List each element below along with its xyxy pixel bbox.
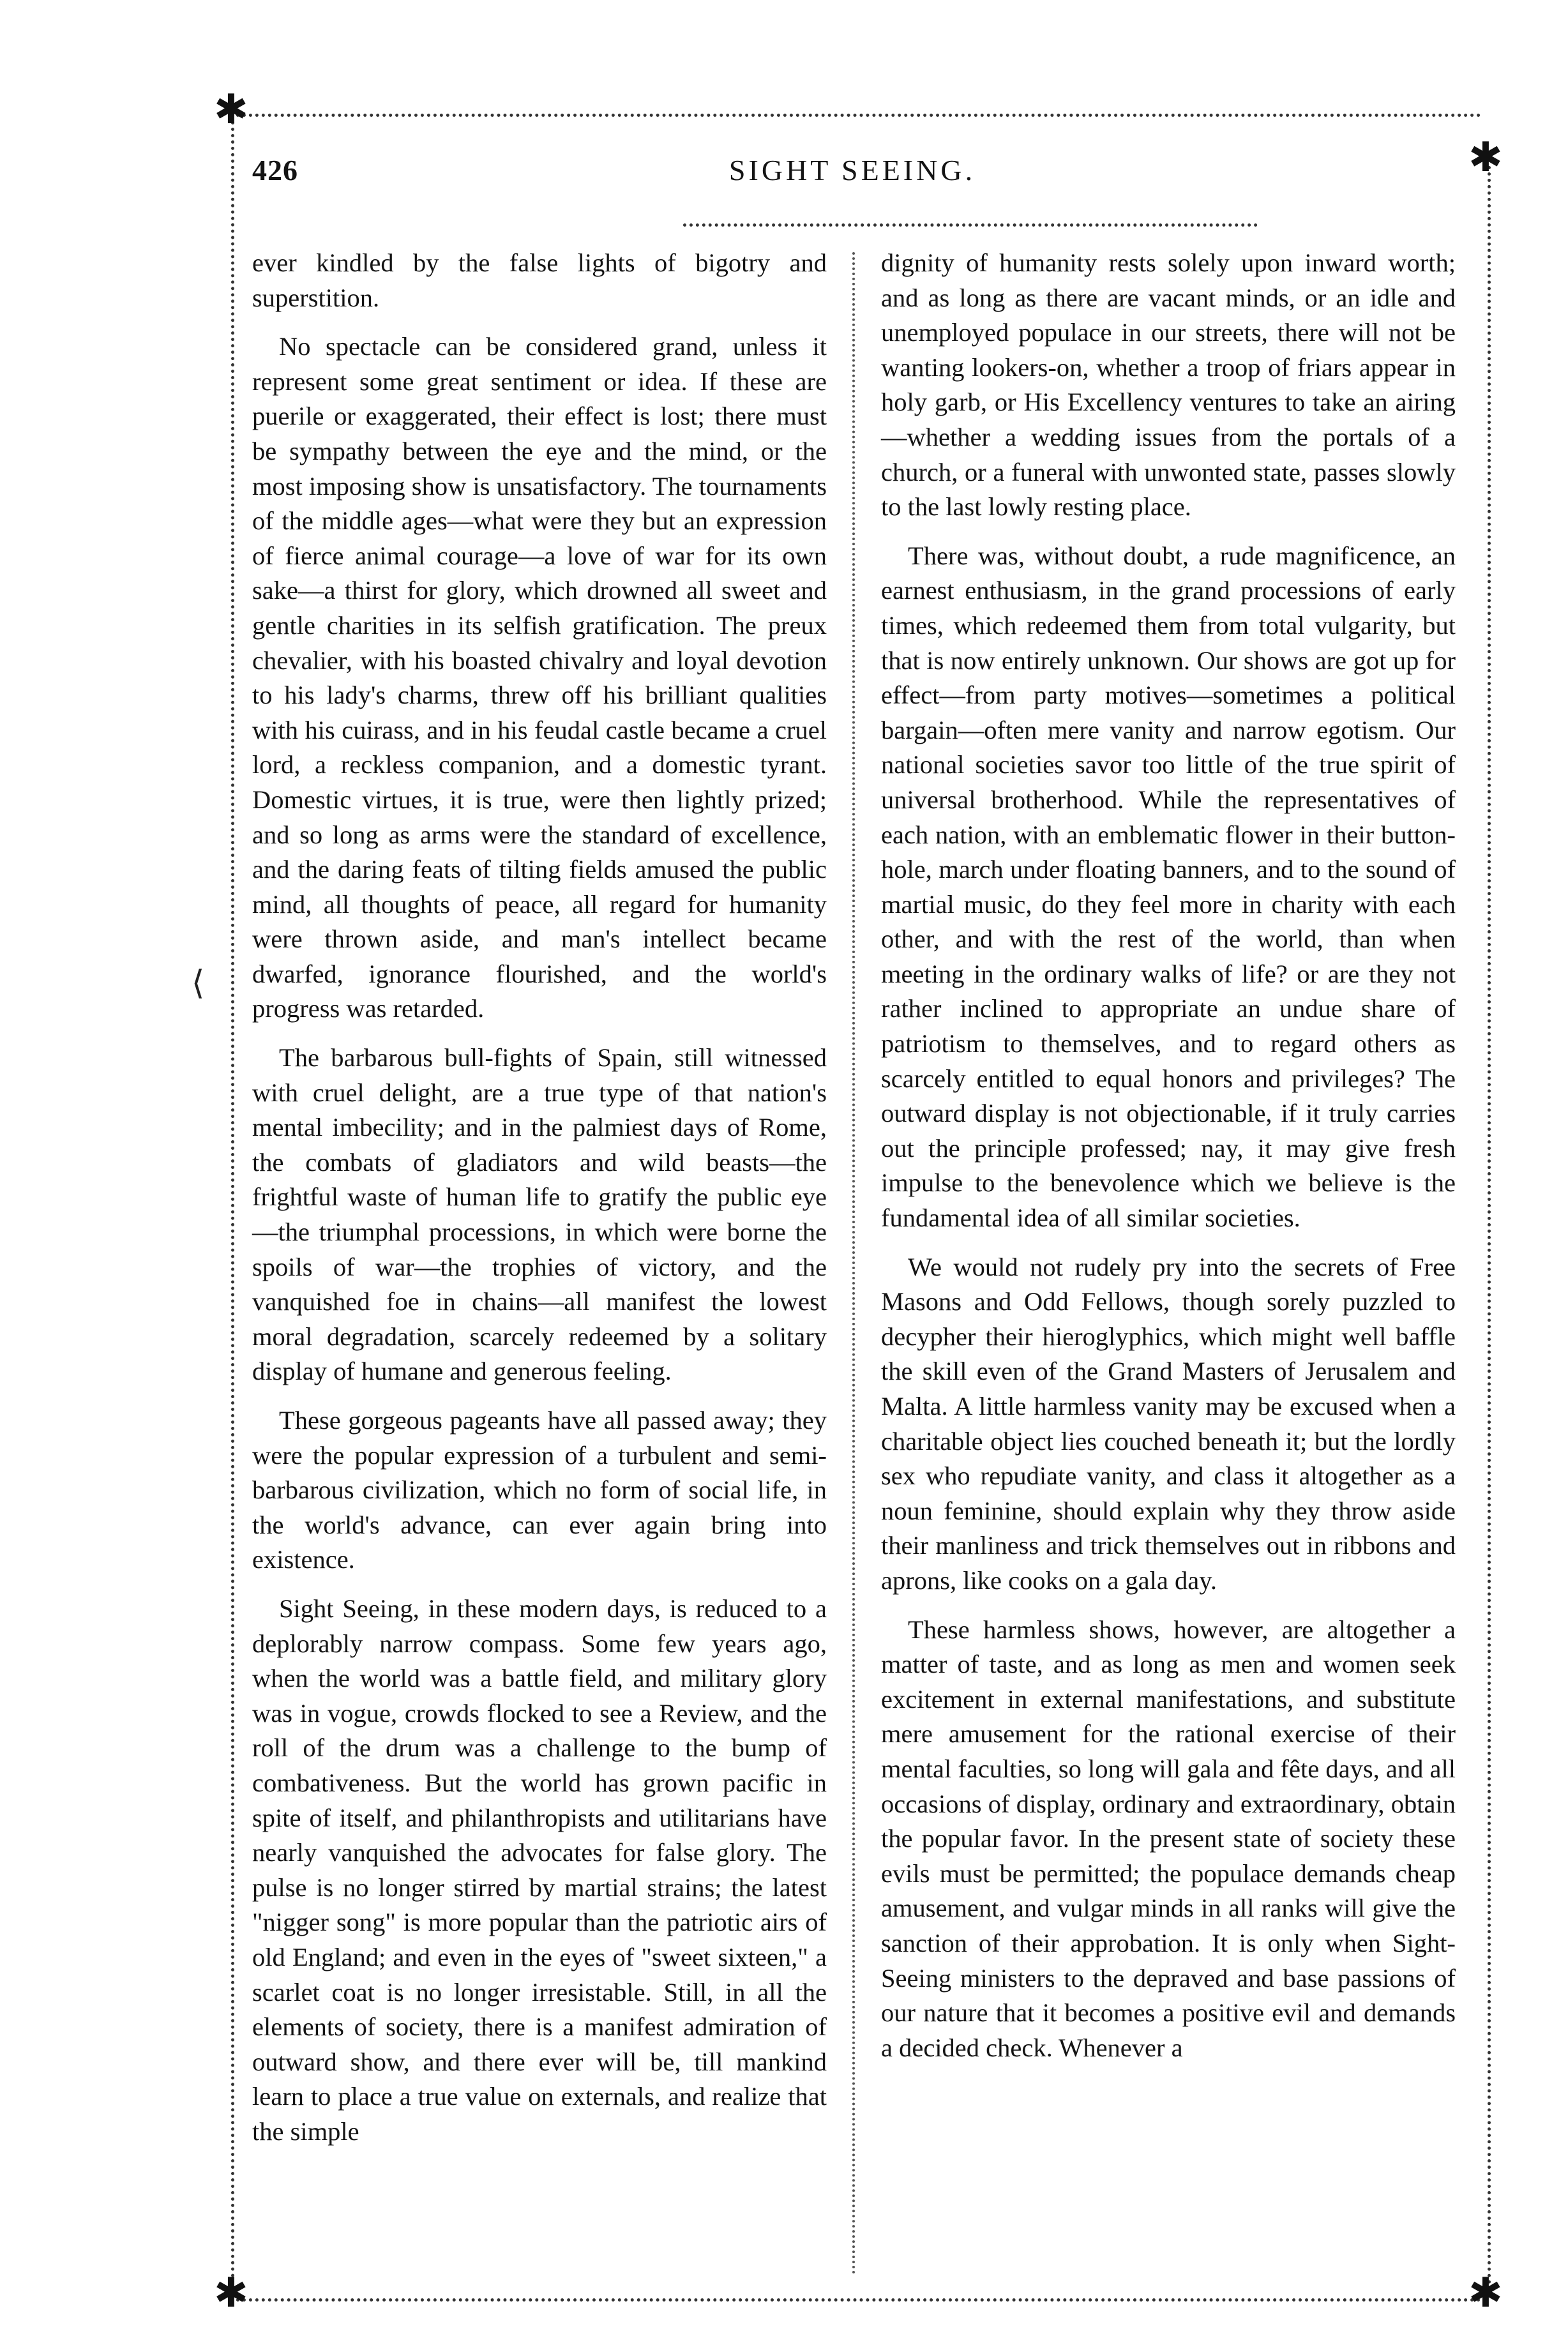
margin-mark-icon: ⟨ — [192, 964, 205, 1002]
right-border-rule — [1488, 166, 1491, 2292]
corner-ornament-icon: ✱ — [1468, 134, 1503, 181]
paragraph: dignity of humanity rests solely upon inward worth; and as long as there are vacant minds, or an idle and unemployed populace in our streets, there will not be wanting lookers-on, whether a troop of friars appear in holy garb, or His Excellency ventures to take an airing—whether a wedding issues from the portals of a church, or a funeral with unwonted state, passes slowly to the last lowly resting place. — [881, 248, 1456, 522]
left-border-rule — [231, 121, 234, 2292]
paragraph: These gorgeous pageants have all passed away; they were the popular expression of a turbulent and semi-barbarous civilization, which no form of social life, in the world's advance, can ever again bring into existence. — [252, 1406, 827, 1574]
top-border-rule — [230, 114, 1481, 117]
corner-ornament-icon: ✱ — [1468, 2270, 1503, 2317]
column-separator-rule — [852, 252, 855, 2276]
page-number: 426 — [252, 154, 298, 186]
paragraph: There was, without doubt, a rude magnificence, an earnest enthusiasm, in the grand processions of early times, which redeemed them from total vulgarity, but that is now entirely unknown. Our shows are got up for effect—from party motives—sometimes a political bargain—often mere vanity and narrow egotism. Our national societies savor too little of the true spirit of universal brotherhood. While the representatives of each nation, with an emblematic flower in their button-hole, march under floating banners, and to the sound of martial music, do they feel more in charity with each other, and with the rest of the world, than when meeting in the ordinary walks of life? or are they not rather inclined to appropriate an undue share of patriotism to themselves, and to regard others as scarcely entitled to equal honors and privileges? The outward display is not objectionable, if it truly carries out the principle professed; nay, it may give fresh impulse to the benevolence which we believe is the fundamental idea of all similar societies. — [881, 541, 1456, 1233]
paragraph: We would not rudely pry into the secrets of Free Masons and Odd Fellows, though sorely puzzled to decypher their hieroglyphics, which might well baffle the skill even of the Grand Masters of Jerusalem and Malta. A little harmless vanity may be excused when a charitable object lies couched beneath it; but the lordly sex who repudiate vanity, and class it altogether as a noun feminine, should explain why they throw aside their manliness and trick themselves out in ribbons and aprons, like cooks on a gala day. — [881, 1252, 1456, 1595]
page-header — [252, 153, 1452, 204]
bottom-border-rule — [230, 2298, 1481, 2302]
left-column — [252, 246, 827, 2163]
corner-ornament-icon: ✱ — [214, 2270, 248, 2317]
paragraph: Sight Seeing, in these modern days, is reduced to a deplorably narrow compass. Some few years ago, when the world was a battle field, and military glory was in vogue, crowds flocked to see a Review, and the roll of the drum was a challenge to the bump of combativeness. But the world has grown pacific in spite of itself, and philanthropists and utilitarians have nearly vanquished the advocates for false glory. The pulse is no longer stirred by martial strains; the latest "nigger song" is more popular than the patriotic airs of old England; and even in the eyes of "sweet sixteen," a scarlet coat is no longer irresistable. Still, in all the elements of society, there is a manifest admiration of outward show, and there ever will be, till mankind learn to place a true value on externals, and realize that the simple — [252, 1594, 827, 2146]
right-column — [881, 246, 1456, 2079]
running-title: SIGHT SEEING. — [728, 154, 976, 186]
paragraph: The barbarous bull-fights of Spain, still witnessed with cruel delight, are a true type of that nation's mental imbecility; and in the palmiest days of Rome, the combats of gladiators and wild beasts—the frightful waste of human life to gratify the public eye—the triumphal processions, in which were borne the spoils of war—the trophies of victory, and the vanquished foe in chains—all manifest the lowest moral degradation, scarcely redeemed by a solitary display of humane and generous feeling. — [252, 1043, 827, 1386]
paragraph: No spectacle can be considered grand, unless it represent some great sentiment or idea. If these are puerile or exaggerated, their effect is lost; there must be sympathy between the eye and the mind, or the most imposing show is unsatisfactory. The tournaments of the middle ages—what were they but an expression of fierce animal courage—a love of war for its own sake—a thirst for glory, which drowned all sweet and gentle charities in its selfish gratification. The preux chevalier, with his boasted chivalry and loyal devotion to his lady's charms, threw off his brilliant qualities with his cuirass, and in his feudal castle became a cruel lord, a reckless companion, and a domestic tyrant. Domestic virtues, it is true, were then lightly prized; and so long as arms were the standard of excellence, and the daring feats of tilting fields amused the public mind, all thoughts of peace, all regard for humanity were thrown aside, and man's intellect became dwarfed, ignorance flourished, and the world's progress was retarded. — [252, 332, 827, 1023]
header-underline-rule — [683, 223, 1258, 227]
paragraph: These harmless shows, however, are altogether a matter of taste, and as long as men and women seek excitement in external manifestations, and substitute mere amusement for the rational exercise of their mental faculties, so long will gala and fête days, and all occasions of display, ordinary and extraordinary, obtain the popular favor. In the present state of society these evils must be permitted; the populace demands cheap amusement, and vulgar minds in all ranks will give the sanction of their approbation. It is only when Sight-Seeing ministers to the depraved and base passions of our nature that it becomes a positive evil and demands a decided check. Whenever a — [881, 1615, 1456, 2062]
paragraph: ever kindled by the false lights of bigotry and superstition. — [252, 248, 827, 312]
corner-ornament-icon: ✱ — [214, 86, 248, 133]
